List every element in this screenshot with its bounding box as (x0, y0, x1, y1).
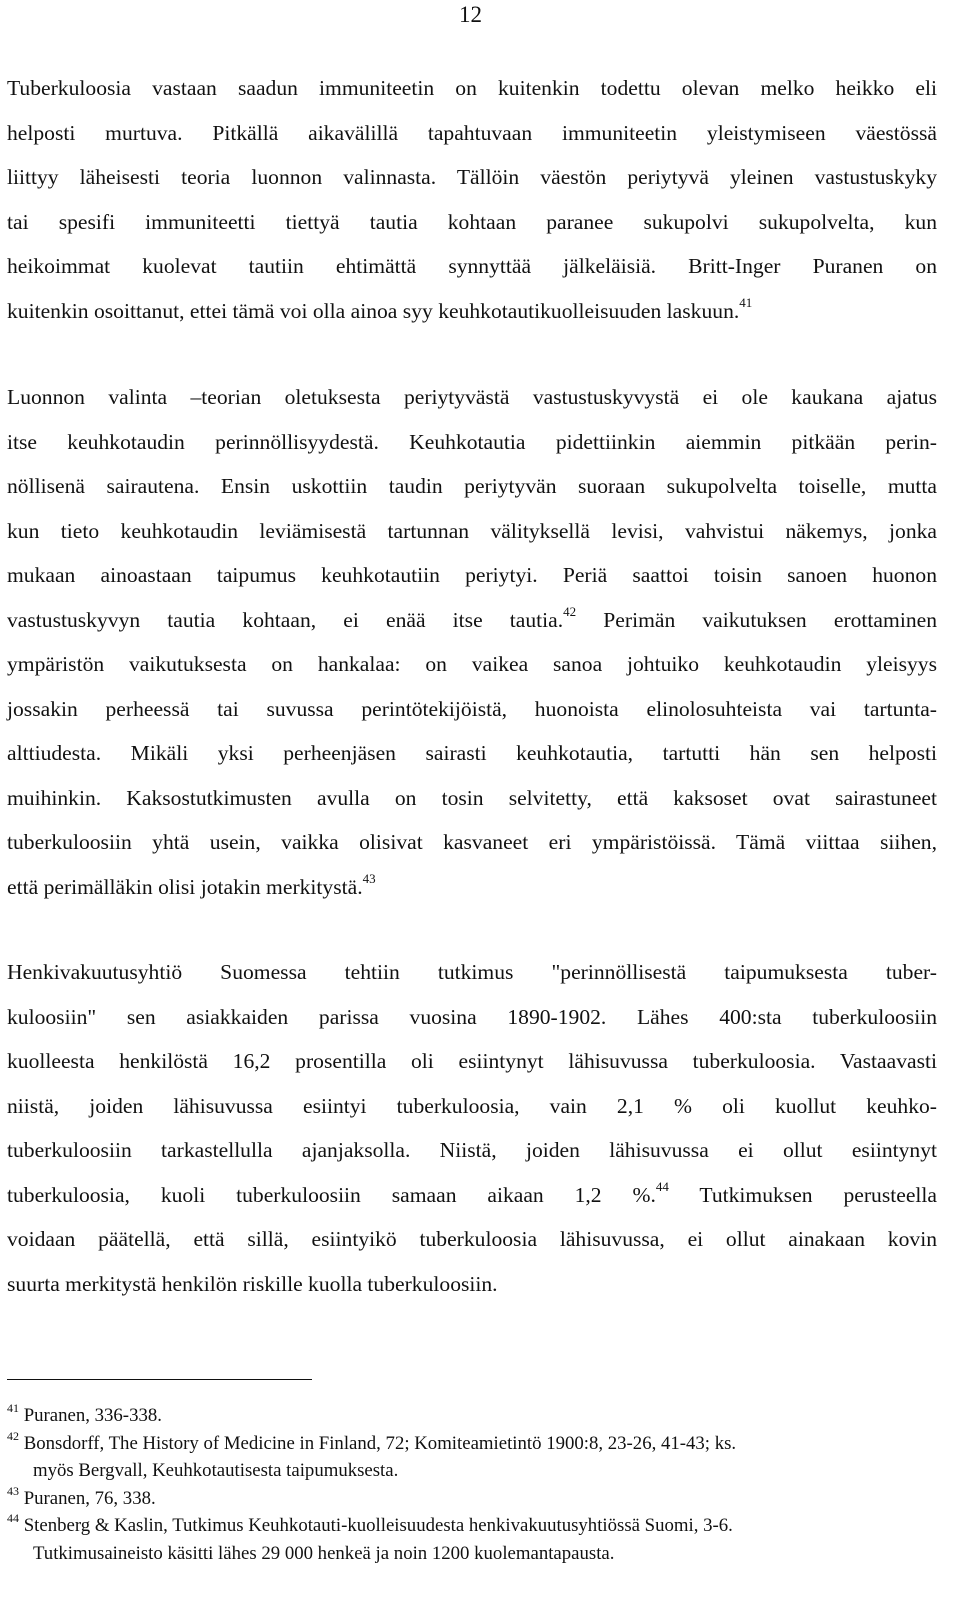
footnote-text: Stenberg & Kaslin, Tutkimus Keuhkotauti-kuolleisuudesta henkivakuutusyhtiössä Suomi, 3-6. (23, 1515, 733, 1536)
footnote-reference[interactable]: 44 (655, 1178, 669, 1194)
text-line: suurta merkitystä henkilön riskille kuolla tuberkuloosiin. (7, 1271, 498, 1296)
text-line: kuolleesta henkilöstä 16,2 prosentilla oli esiintynyt lähisuvussa tuberkuloosia. Vastaavasti (7, 1049, 937, 1073)
text-line: Henkivakuutusyhtiö Suomessa tehtiin tutkimus "perinnöllisestä taipumuksesta tuber- (7, 960, 937, 984)
footnote-number: 42 (7, 1428, 19, 1443)
footnote-reference[interactable]: 41 (739, 294, 753, 310)
text-line (7, 865, 937, 910)
text-segment: Perimän vaikutuksen erottaminen (576, 607, 937, 632)
footnote-reference[interactable]: 42 (563, 603, 577, 619)
text-line: jossakin perheessä tai suvussa perintötekijöistä, huonoista elinolosuhteista vai tartunta- (7, 696, 937, 721)
footnote-44-continuation: Tutkimusaineisto käsitti lähes 29 000 henkeä ja noin 1200 kuolemantapausta. (33, 1542, 615, 1564)
text-line (7, 1173, 937, 1218)
text-line: itse keuhkotaudin perinnöllisyydestä. Keuhkotautia pidettiinkin aiemmin pitkään perin- (7, 429, 937, 454)
text-line: niistä, joiden lähisuvussa esiintyi tuberkuloosia, vain 2,1 % oli kuollut keuhko- (7, 1093, 937, 1118)
page-number: 12 (459, 2, 482, 27)
text-line (7, 598, 937, 643)
text-line: tuberkuloosiin tarkastellulla ajanjaksolla. Niistä, joiden lähisuvussa ei ollut esiintynyt (7, 1138, 937, 1162)
text-segment: että perimälläkin olisi jotakin merkitystä. (7, 874, 363, 899)
paragraph-2 (7, 375, 937, 909)
text-line: Luonnon valinta –teorian oletuksesta periytyvästä vastustuskyvystä ei ole kaukana ajatus (7, 385, 937, 409)
text-line: ympäristön vaikutuksesta on hankalaa: on vaikea sanoa johtuiko keuhkotaudin yleisyys (7, 652, 937, 676)
footnote-text: Bonsdorff, The History of Medicine in Finland, 72; Komiteamietintö 1900:8, 23-26, 41-43; ks. (23, 1432, 737, 1454)
text-line: tuberkuloosiin yhtä usein, vaikka olisivat kasvaneet eri ympäristöissä. Tämä viittaa siihen, (7, 830, 937, 854)
text-line: kuloosiin" sen asiakkaiden parissa vuosina 1890-1902. Lähes 400:sta tuberkuloosiin (7, 1004, 937, 1029)
footnote-number: 41 (7, 1401, 19, 1415)
footnote-42-continuation: myös Bergvall, Keuhkotautisesta taipumuksesta. (33, 1460, 399, 1481)
text-line: helposti murtuva. Pitkällä aikavälillä tapahtuvaan immuniteetin yleistymiseen väestössä (7, 120, 937, 145)
text-line: nöllisenä sairautena. Ensin uskottiin taudin periytyvän suoraan sukupolvelta toiselle, mutta (7, 474, 937, 498)
text-segment: vastustuskyvyn tautia kohtaan, ei enää itse tautia. (7, 607, 564, 632)
paragraph-3 (7, 950, 937, 1306)
text-segment: tuberkuloosia, kuoli tuberkuloosiin samaan aikaan 1,2 %. (7, 1182, 656, 1207)
footnote-41 (7, 1402, 937, 1430)
text-line: tai spesifi immuniteetti tiettyä tautia kohtaan paranee sukupolvi sukupolvelta, kun (7, 209, 937, 234)
footnote-number: 43 (7, 1483, 19, 1498)
text-line: liittyy läheisesti teoria luonnon valinnasta. Tällöin väestön periytyvä yleinen vastustuskyky (7, 165, 937, 189)
footnotes (7, 1402, 937, 1567)
footnote-text: Puranen, 336-338. (23, 1405, 162, 1426)
paragraph-1 (7, 66, 937, 333)
text-line: Tuberkuloosia vastaan saadun immuniteetin on kuitenkin todettu olevan melko heikko eli (7, 76, 937, 100)
footnote-divider (7, 1379, 312, 1380)
footnote-42 (7, 1430, 937, 1458)
text-line: mukaan ainoastaan taipumus keuhkotautiin periytyi. Periä saattoi toisin sanoen huonon (7, 563, 937, 587)
text-segment: kuitenkin osoittanut, ettei tämä voi olla ainoa syy keuhkotautikuolleisuuden laskuun. (7, 298, 740, 323)
text-line: muihinkin. Kaksostutkimusten avulla on tosin selvitetty, että kaksoset ovat sairastuneet (7, 785, 937, 810)
text-line: heikoimmat kuolevat tautiin ehtimättä synnyttää jälkeläisiä. Britt-Inger Puranen on (7, 254, 937, 278)
footnote-text: Puranen, 76, 338. (23, 1487, 156, 1509)
text-line: alttiudesta. Mikäli yksi perheenjäsen sairasti keuhkotautia, tartutti hän sen helposti (7, 741, 937, 765)
footnote-number: 44 (7, 1511, 19, 1525)
footnote-43 (7, 1485, 937, 1513)
footnote-reference[interactable]: 43 (362, 870, 376, 886)
text-line: kun tieto keuhkotaudin leviämisestä tartunnan välityksellä levisi, vahvistui näkemys, jonka (7, 518, 937, 543)
text-segment: Tutkimuksen perusteella (668, 1182, 937, 1207)
text-line: voidaan päätellä, että sillä, esiintyikö tuberkuloosia lähisuvussa, ei ollut ainakaan kovin (7, 1227, 937, 1251)
text-line (7, 289, 937, 334)
footnote-44 (7, 1512, 937, 1540)
